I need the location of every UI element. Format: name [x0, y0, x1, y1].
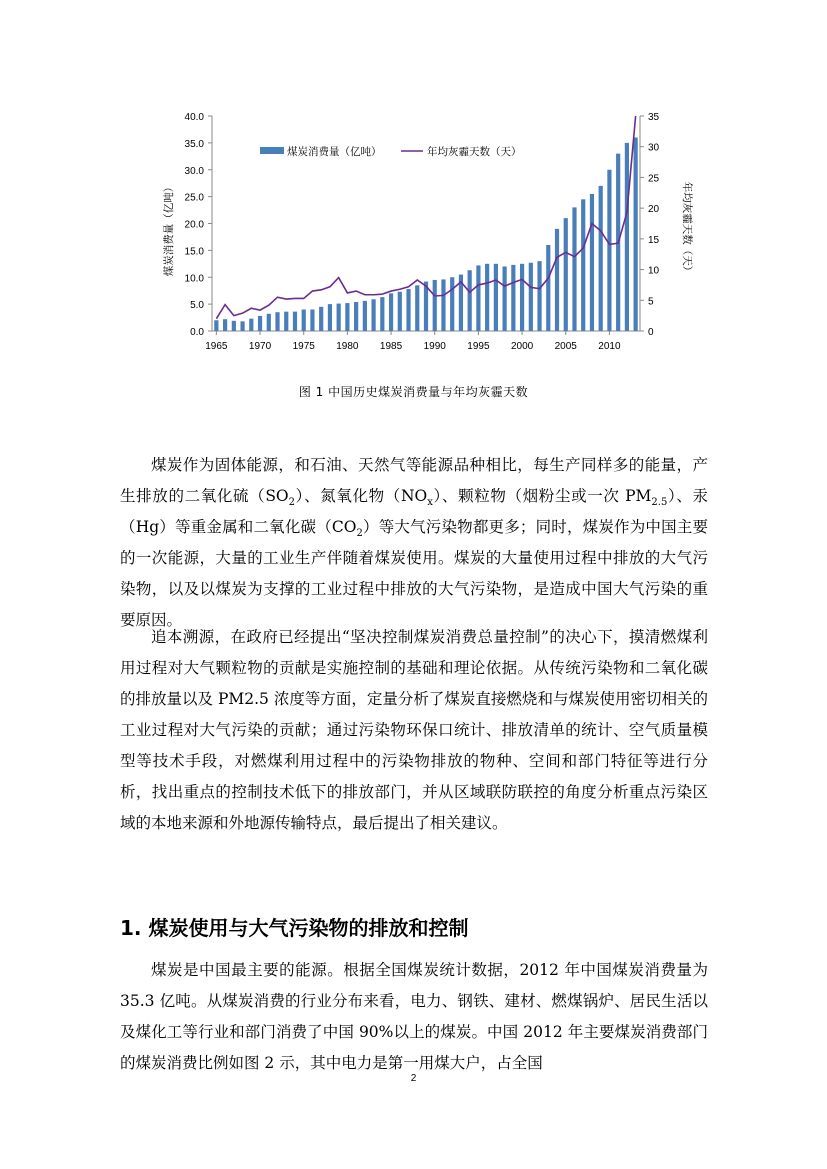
- bar-2002: [537, 261, 541, 331]
- bar-1997: [494, 264, 498, 331]
- bar-1981: [354, 302, 358, 331]
- x-tick-label: 1985: [379, 341, 403, 352]
- bar-1983: [371, 299, 375, 331]
- bar-1973: [284, 312, 288, 331]
- paragraph-1: 煤炭作为固体能源，和石油、天然气等能源品种相比，每生产同样多的能量，产生排放的二氧化硫$(SO_2)$、氮氧化物$(NO_x)$、颗粒物（烟粉尘或一次 $PM_{2.5}$）、汞（Hg）等重金属和二氧化碳$(CO_2)$等大气污染物都更多；同时，煤炭作为中国主要的一次能源，大量的工业生产伴随着煤炭使用。煤炭的大量使用过程中排放的大气污染物，以及以煤炭为支撑的工业过程中排放的大气污染物，是造成中国大气污染的重要原因。: [120, 456, 709, 629]
- bar-1982: [363, 301, 367, 331]
- y-right-tick-label: 0: [648, 327, 654, 338]
- bar-1974: [293, 312, 297, 331]
- bar-1969: [249, 319, 253, 331]
- legend-bar-swatch: [260, 147, 284, 154]
- y-left-tick-label: 5.0: [190, 300, 204, 312]
- bar-1990: [433, 280, 437, 331]
- paragraph-2: 追本溯源，在政府已经提出“坚决控制煤炭消费总量控制”的决心下，摸清燃煤利用过程对大气颗粒物的贡献是实施控制的基础和理论依据。从传统污染物和二氧化碳的排放量以及 PM2.5 浓度等方面，定量分析了煤炭直接燃烧和与煤炭使用密切相关的工业过程对大气污染的贡献；通过污染物环保口统计、排放清单的统计、空气质量模型等技术手段，对燃煤利用过程中的污染物排放的物种、空间和部门特征等进行分析，找出重点的控制技术低下的排放部门，并从区域联防联控的角度分析重点污染区域的本地来源和外地源传输特点，最后提出了相关建议。: [120, 628, 708, 832]
- x-tick-label: 2000: [510, 341, 534, 352]
- bar-2003: [546, 245, 550, 331]
- bar-1980: [345, 303, 349, 331]
- x-tick-label: 1990: [423, 341, 446, 352]
- y-left-label: 煤炭消费量（亿吨）: [163, 181, 175, 277]
- x-tick-label: 1965: [205, 341, 228, 352]
- chart-legend: [260, 145, 522, 158]
- y-right-tick-label: 30: [648, 142, 660, 154]
- y-right-tick-label: 35: [648, 112, 660, 123]
- bar-1996: [485, 264, 489, 331]
- bar-1966: [223, 319, 227, 331]
- bar-2009: [599, 186, 603, 331]
- bar-2000: [520, 264, 524, 331]
- y-right-tick-label: 20: [648, 204, 660, 216]
- bar-2004: [555, 229, 559, 331]
- bar-1970: [258, 316, 262, 331]
- bar-2006: [572, 207, 576, 331]
- y-right-tick-label: 15: [648, 234, 660, 246]
- x-tick-label: 1975: [292, 341, 315, 352]
- y-left-tick-label: 15.0: [184, 246, 204, 258]
- bar-1965: [214, 320, 218, 331]
- y-left-tick-label: 10.0: [184, 273, 204, 285]
- bar-2012: [625, 143, 629, 331]
- bar-1976: [310, 310, 314, 332]
- y-left-tick-label: 0.0: [190, 327, 204, 338]
- bar-1992: [450, 277, 454, 331]
- bar-1999: [511, 265, 515, 331]
- x-tick-label: 1995: [467, 341, 490, 352]
- y-left-tick-label: 30.0: [184, 165, 204, 177]
- y-left-tick-label: 35.0: [184, 138, 204, 150]
- bar-1971: [267, 314, 271, 331]
- bar-1967: [232, 321, 236, 331]
- x-tick-label: 2005: [554, 341, 577, 352]
- bar-1978: [328, 304, 332, 331]
- x-tick-label: 2010: [598, 341, 621, 352]
- bar-2001: [529, 263, 533, 331]
- bar-1991: [441, 279, 445, 331]
- bar-2010: [607, 170, 611, 331]
- coal-consumption-bars: [214, 138, 637, 332]
- bar-1977: [319, 307, 323, 331]
- legend-line-label: 年均灰霾天数（天）: [427, 146, 522, 158]
- bar-1994: [468, 270, 472, 331]
- y-right-label: 年均灰霾天数（天）: [681, 181, 693, 277]
- y-left-tick-label: 40.0: [184, 112, 204, 123]
- bar-1968: [240, 321, 244, 331]
- bar-1995: [476, 265, 480, 331]
- legend-bar-label: 煤炭消费量（亿吨）: [287, 146, 382, 158]
- bar-2005: [564, 218, 568, 331]
- bar-1984: [380, 297, 384, 331]
- bar-1985: [389, 293, 393, 331]
- paragraph-3: 煤炭是中国最主要的能源。根据全国煤炭统计数据，2012 年中国煤炭消费量为 35.3 亿吨。从煤炭消费的行业分布来看，电力、钢铁、建材、燃煤锅炉、居民生活以及煤化工等行业和部门消费了中国 90%以上的煤炭。中国 2012 年主要煤炭消费部门的煤炭消费比例如图 2 示，其中电力是第一用煤大户，占全国: [120, 961, 708, 1072]
- page-number: 2: [410, 1073, 417, 1084]
- y-left-tick-label: 25.0: [184, 192, 204, 204]
- y-left-tick-label: 20.0: [184, 219, 204, 231]
- coal-haze-chart: [150, 104, 693, 364]
- y-right-tick-label: 5: [648, 296, 654, 308]
- bar-1975: [302, 310, 306, 332]
- section-heading: 1. 煤炭使用与大气污染物的排放和控制: [120, 916, 469, 940]
- bar-1988: [415, 285, 419, 331]
- figure-caption: 图 1 中国历史煤炭消费量与年均灰霾天数: [298, 385, 529, 399]
- bar-1986: [398, 292, 402, 331]
- x-tick-label: 1970: [248, 341, 272, 352]
- bar-2008: [590, 194, 594, 331]
- y-right-tick-label: 25: [648, 173, 660, 185]
- bar-2007: [581, 199, 585, 331]
- bar-1998: [503, 267, 507, 332]
- y-right-tick-label: 10: [648, 265, 660, 277]
- bar-1979: [337, 304, 341, 331]
- bar-1972: [275, 312, 279, 331]
- x-tick-label: 1980: [336, 341, 359, 352]
- bar-1987: [406, 289, 410, 331]
- bar-2013: [634, 138, 638, 332]
